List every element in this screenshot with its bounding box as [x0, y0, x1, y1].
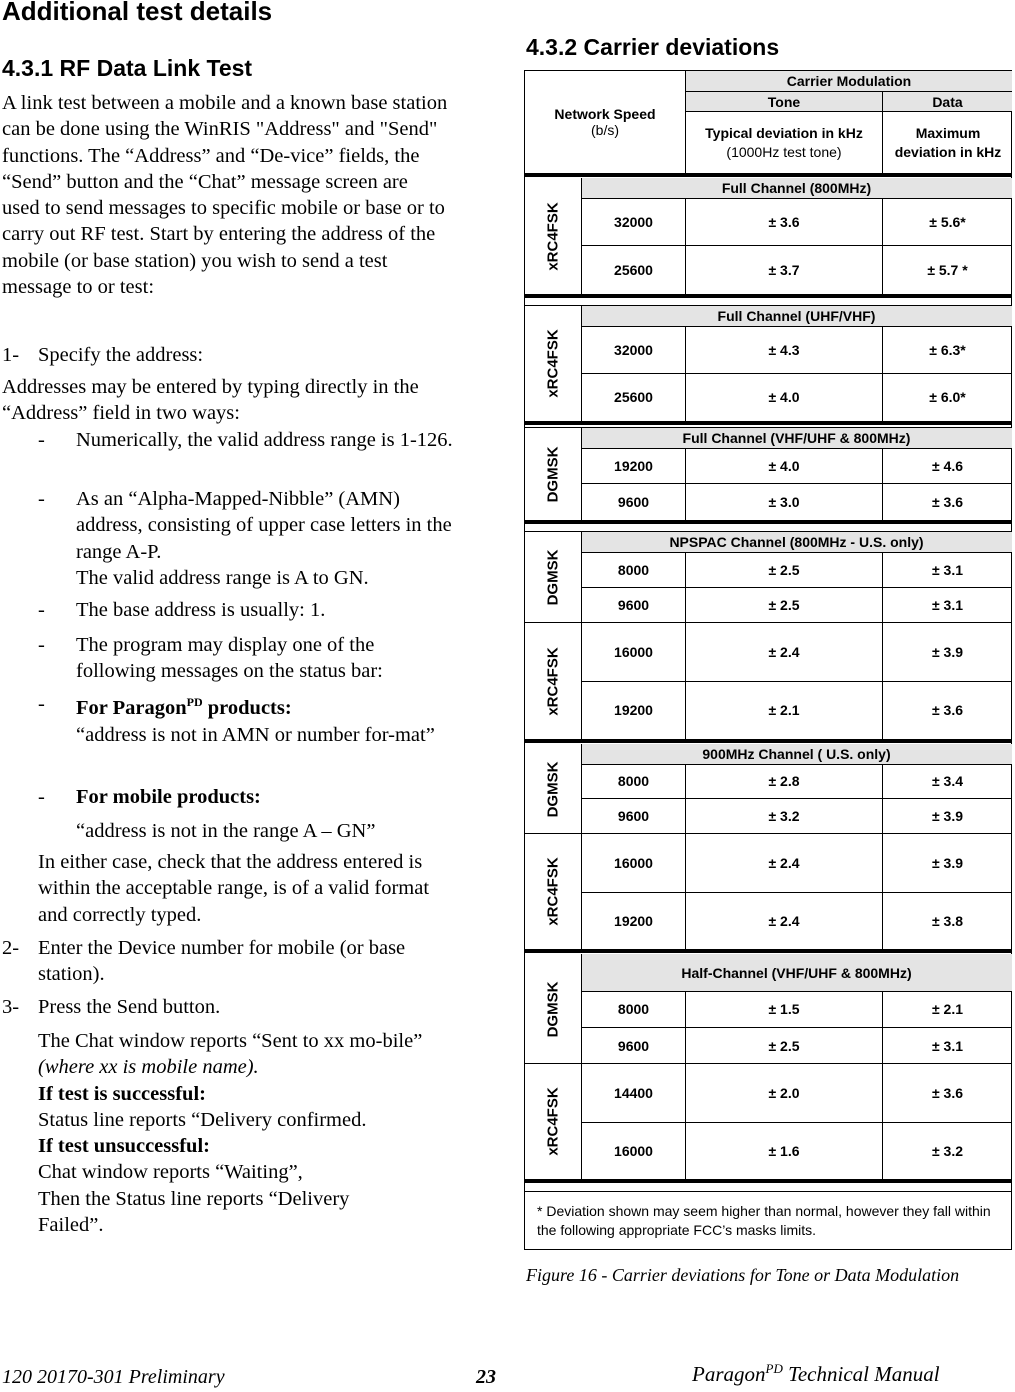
group-title: Full Channel (UHF/VHF): [581, 306, 1012, 326]
bullet-status-messages: The program may display one of the following messages on the status bar:: [76, 634, 383, 683]
step-3-number: 3-: [2, 996, 20, 1018]
section-title-carrier: 4.3.2 Carrier deviations: [526, 34, 780, 60]
data-deviation-cell: ± 3.6: [931, 702, 964, 718]
data-deviation-cell: ± 4.6: [931, 457, 964, 474]
paragon-products-label: For Paragon$^{PD}$ products:: [76, 695, 292, 719]
fail-label: If test unsuccessful:: [38, 1135, 210, 1157]
data-deviation-cell: ± 3.6: [931, 493, 964, 510]
bullet-dash: -: [38, 786, 45, 808]
section-title-rf-link: 4.3.1 RF Data Link Test: [2, 55, 253, 81]
data-deviation-cell: ± 6.3*: [929, 341, 966, 358]
data-deviation-cell: ± 2.1: [931, 1001, 964, 1017]
bullet-dash: -: [38, 634, 45, 656]
tone-description: Typical deviation in kHz (1000Hz test tone): [705, 124, 863, 160]
group-title: Full Channel (VHF/UHF & 800MHz): [581, 428, 1012, 448]
tone-deviation-cell: ± 2.4: [768, 644, 800, 660]
tone-deviation-cell: ± 4.0: [768, 389, 800, 405]
group-title: Full Channel (800MHz): [581, 178, 1012, 198]
speed-cell: 19200: [614, 457, 653, 474]
tone-deviation-cell: ± 3.6: [768, 213, 800, 230]
tone-deviation-cell: ± 2.5: [768, 597, 800, 613]
step-2-number: 2-: [2, 937, 20, 959]
data-deviation-cell: ± 5.6*: [929, 213, 966, 230]
success-label: If test is successful:: [38, 1083, 206, 1105]
tone-deviation-cell: ± 2.1: [768, 702, 800, 718]
speed-cell: 16000: [614, 855, 653, 871]
bullet-base-address: The base address is usually: 1.: [76, 599, 326, 621]
modulation-label: DGMSK: [544, 549, 562, 606]
group-title: Half-Channel (VHF/UHF & 800MHz): [581, 954, 1012, 991]
data-deviation-cell: ± 3.1: [931, 1037, 964, 1054]
success-text: Status line reports “Delivery confirmed.: [38, 1109, 367, 1131]
fail-text-2: Then the Status line reports “Delivery Failed”.: [38, 1188, 350, 1237]
bullet-dash: -: [38, 693, 45, 715]
chat-report: The Chat window reports “Sent to xx mo-bile” (where xx is mobile name).: [38, 1030, 423, 1079]
modulation-label: xRC4FSK: [544, 857, 562, 926]
tone-deviation-cell: ± 3.2: [768, 808, 800, 824]
tone-deviation-cell: ± 3.0: [768, 493, 800, 510]
figure-caption: Figure 16 - Carrier deviations for Tone or Data Modulation: [526, 1265, 960, 1285]
tone-header: Tone: [686, 92, 882, 111]
table-footnote: * Deviation shown may seem higher than normal, however they fall within the following appropriate FCC’s masks limits.: [537, 1203, 991, 1238]
speed-cell: 32000: [614, 213, 653, 230]
group-title: NPSPAC Channel (800MHz - U.S. only): [581, 532, 1012, 552]
data-header: Data: [883, 92, 1012, 111]
speed-cell: 16000: [614, 644, 653, 660]
data-deviation-cell: ± 3.9: [931, 808, 964, 824]
tone-deviation-cell: ± 4.0: [768, 457, 800, 474]
speed-cell: 14400: [614, 1085, 653, 1101]
speed-cell: 25600: [614, 261, 653, 278]
data-deviation-cell: ± 5.7 *: [927, 261, 968, 278]
bullet-amn-range: The valid address range is A to GN.: [76, 567, 369, 589]
bullet-amn: As an “Alpha-Mapped-Nibble” (AMN) address, consisting of upper case letters in the range A-P.: [76, 488, 452, 563]
tone-deviation-cell: ± 2.5: [768, 1037, 800, 1054]
speed-cell: 32000: [614, 341, 653, 358]
fail-text-1: Chat window reports “Waiting”,: [38, 1161, 303, 1183]
speed-cell: 25600: [614, 389, 653, 405]
modulation-label: DGMSK: [544, 446, 562, 502]
speed-cell: 9600: [617, 1037, 650, 1054]
page-number: 23: [476, 1366, 496, 1388]
network-speed-header: Network Speed (b/s): [554, 106, 656, 138]
carrier-deviation-table: [524, 70, 1012, 1250]
speed-cell: 8000: [617, 773, 650, 789]
footer-doc-id: 120 20170-301 Preliminary: [2, 1366, 225, 1388]
data-deviation-cell: ± 3.9: [931, 855, 964, 871]
bullet-numeric: Numerically, the valid address range is 1-126.: [76, 429, 453, 451]
bullet-dash: -: [38, 488, 45, 510]
page-heading: Additional test details: [2, 0, 273, 26]
bullet-dash: -: [38, 599, 45, 621]
either-case-paragraph: In either case, check that the address entered is within the acceptable range, is of a valid format and correctly typed.: [38, 851, 430, 926]
tone-deviation-cell: ± 3.7: [768, 261, 800, 278]
modulation-label: xRC4FSK: [544, 201, 562, 271]
step-3-text: Press the Send button.: [38, 996, 221, 1018]
speed-cell: 19200: [614, 702, 653, 718]
tone-deviation-cell: ± 4.3: [768, 341, 800, 358]
step-2-text: Enter the Device number for mobile (or base station).: [38, 937, 406, 986]
tone-deviation-cell: ± 2.4: [768, 855, 800, 871]
speed-cell: 16000: [614, 1142, 653, 1159]
carrier-modulation-header: Carrier Modulation: [686, 71, 1012, 91]
modulation-label: DGMSK: [544, 761, 562, 817]
tone-deviation-cell: ± 1.6: [768, 1142, 800, 1159]
data-deviation-cell: ± 3.1: [931, 561, 964, 578]
bullet-dash: -: [38, 429, 45, 451]
mobile-products-label: For mobile products:: [76, 786, 261, 808]
speed-cell: 19200: [614, 912, 653, 929]
intro-paragraph: A link test between a mobile and a known base station can be done using the WinRIS "Address" and "Send" functions. The “Address” and “De-vice” fields, the “Send” button and the “Chat” message screen are used to send messages to specific mobile or base or to carry out RF test. Start by entering the address of the mobile (or base station) you wish to send a test message to or test:: [2, 92, 448, 299]
modulation-label: xRC4FSK: [544, 329, 562, 398]
tone-deviation-cell: ± 2.0: [768, 1085, 800, 1101]
mobile-message: “address is not in the range A – GN”: [76, 820, 376, 842]
data-deviation-cell: ± 6.0*: [929, 389, 966, 405]
data-deviation-cell: ± 3.1: [931, 597, 964, 613]
speed-cell: 9600: [617, 493, 650, 510]
step-1-number: 1-: [2, 344, 20, 366]
tone-deviation-cell: ± 2.8: [768, 773, 800, 789]
tone-deviation-cell: ± 2.4: [768, 912, 800, 929]
step-1-text: Specify the address:: [38, 344, 204, 366]
data-deviation-cell: ± 3.9: [931, 644, 964, 660]
modulation-label: xRC4FSK: [544, 646, 562, 716]
speed-cell: 9600: [617, 808, 650, 824]
modulation-label: DGMSK: [544, 981, 562, 1037]
group-title: 900MHz Channel ( U.S. only): [581, 744, 1012, 764]
speed-cell: 8000: [617, 561, 650, 578]
tone-deviation-cell: ± 2.5: [768, 561, 800, 578]
address-intro: Addresses may be entered by typing directly in the “Address” field in two ways:: [2, 376, 419, 425]
tone-deviation-cell: ± 1.5: [768, 1001, 800, 1017]
footer-manual-title: Paragon$^{PD}$ Technical Manual: [692, 1361, 940, 1386]
modulation-label: xRC4FSK: [544, 1087, 562, 1156]
data-deviation-cell: ± 3.6: [931, 1085, 964, 1101]
speed-cell: 8000: [617, 1001, 650, 1017]
data-deviation-cell: ± 3.2: [931, 1142, 964, 1159]
paragon-message: “address is not in AMN or number for-mat”: [76, 724, 435, 746]
speed-cell: 9600: [617, 597, 650, 613]
data-deviation-cell: ± 3.8: [931, 912, 964, 929]
data-deviation-cell: ± 3.4: [931, 773, 964, 789]
data-description: Maximum deviation in kHz: [894, 124, 1002, 160]
